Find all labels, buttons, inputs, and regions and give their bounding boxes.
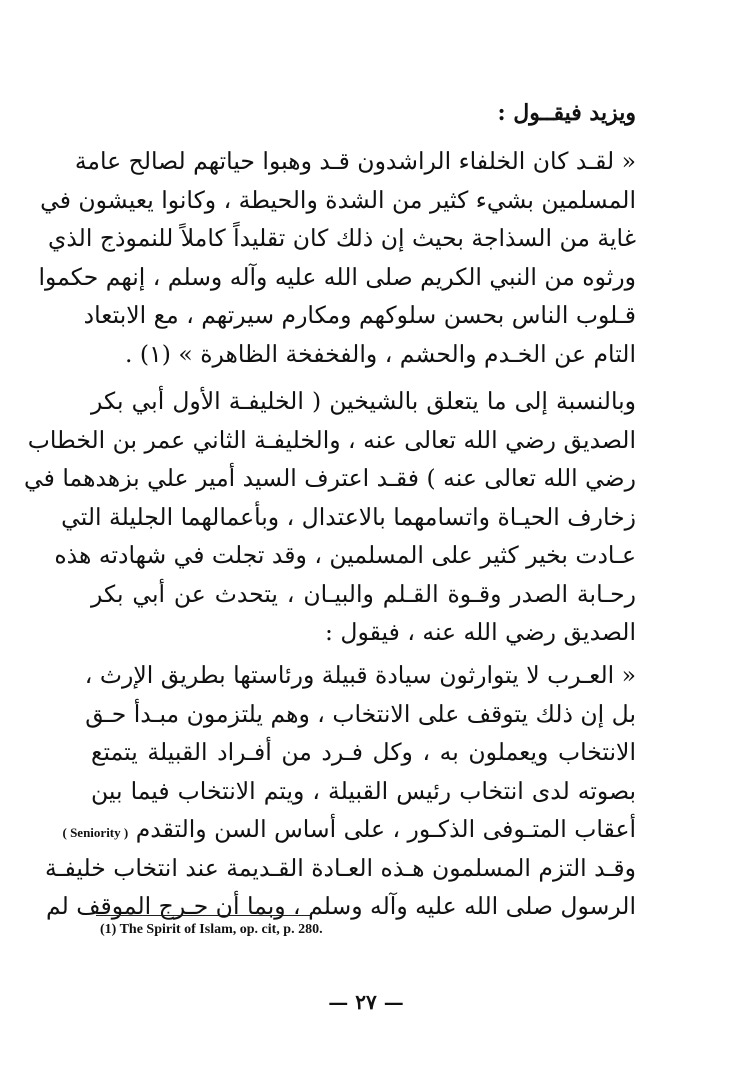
paragraph-1-line: غاية من السذاجة بحيث إن ذلك كان تقليداً كاملاً للنموذج الذي (47, 224, 636, 252)
paragraph-1-line: « لقـد كان الخلفاء الراشدون قـد وهبوا حياتهم لصالح عامة (74, 147, 636, 175)
paragraph-3 (45, 656, 636, 926)
paragraph-1-line: قـلوب الناس بحسن سلوكهم ومكارم سيرتهم ، مع الابتعاد (83, 301, 636, 329)
footnote-divider (96, 915, 310, 916)
paragraph-3-line: بصوته لدى انتخاب رئيس القبيلة ، ويتم الانتخاب فيما بين (91, 776, 636, 805)
paragraph-1-line: ورثوه من النبي الكريم صلى الله عليه وآله وسلم ، إنهم حكموا (38, 262, 636, 291)
footnote: (1) The Spirit of Islam, op. cit, p. 280. (100, 922, 323, 937)
paragraph-1 (38, 142, 636, 373)
paragraph-3-line: وقـد التزم المسلمون هـذه العـادة القـديمة عند انتخاب خليفـة (45, 853, 636, 882)
paragraph-3-line: الرسول صلى الله عليه وآله وسلم ، وبما أن حـرج الموقف لم (45, 892, 636, 920)
paragraph-2-line: الصديق رضي الله عنه ، فيقول : (325, 618, 636, 646)
paragraph-2-line: رضي الله تعالى عنه ) فقـد اعترف السيد أمير علي بزهدهما في (24, 464, 636, 492)
page-number: — ٢٧ — (328, 990, 404, 1014)
paragraph-1-line: التام عن الخـدم والحشم ، والفخفخة الظاهرة » (١) . (124, 339, 636, 368)
seniority-term: ( Seniority ) (62, 825, 129, 840)
mixed-line-arabic-text: أعقاب المتـوفى الذكـور ، على أساس السن والتقدم (135, 815, 636, 843)
paragraph-3-line: « العـرب لا يتوارثون سيادة قبيلة ورئاستها بطريق الإرث ، (84, 661, 636, 689)
paragraph-2-line: الصديق رضي الله تعالى عنه ، والخليفـة الثاني عمر بن الخطاب (27, 425, 636, 454)
paragraph-3-line: الانتخاب ويعملون به ، وكل فـرد من أفـراد القبيلة يتمتع (91, 738, 636, 766)
paragraph-2-line: رحـابة الصدر وقـوة القـلم والبيـان ، يتحدث عن أبي بكر (91, 579, 636, 608)
paragraph-3-mixed-line (62, 810, 636, 849)
paragraph-2 (24, 382, 636, 652)
section-heading: ويزيد فيقــول : (497, 100, 636, 126)
paragraph-2-line: عـادت بخير كثير على المسلمين ، وقد تجلت في شهادته هذه (54, 541, 636, 569)
paragraph-3-line: بل إن ذلك يتوقف على الانتخاب ، وهم يلتزمون مبـدأ حـق (85, 699, 636, 728)
paragraph-2-line: زخارف الحيـاة واتسامهما بالاعتدال ، وبأعمالهما الجليلة التي (61, 502, 636, 531)
paragraph-1-line: المسلمين بشيء كثير من الشدة والحيطة ، وكانوا يعيشون في (40, 185, 636, 214)
paragraph-2-line: وبالنسبة إلى ما يتعلق بالشيخين ( الخليفـة الأول أبي بكر (91, 387, 636, 415)
